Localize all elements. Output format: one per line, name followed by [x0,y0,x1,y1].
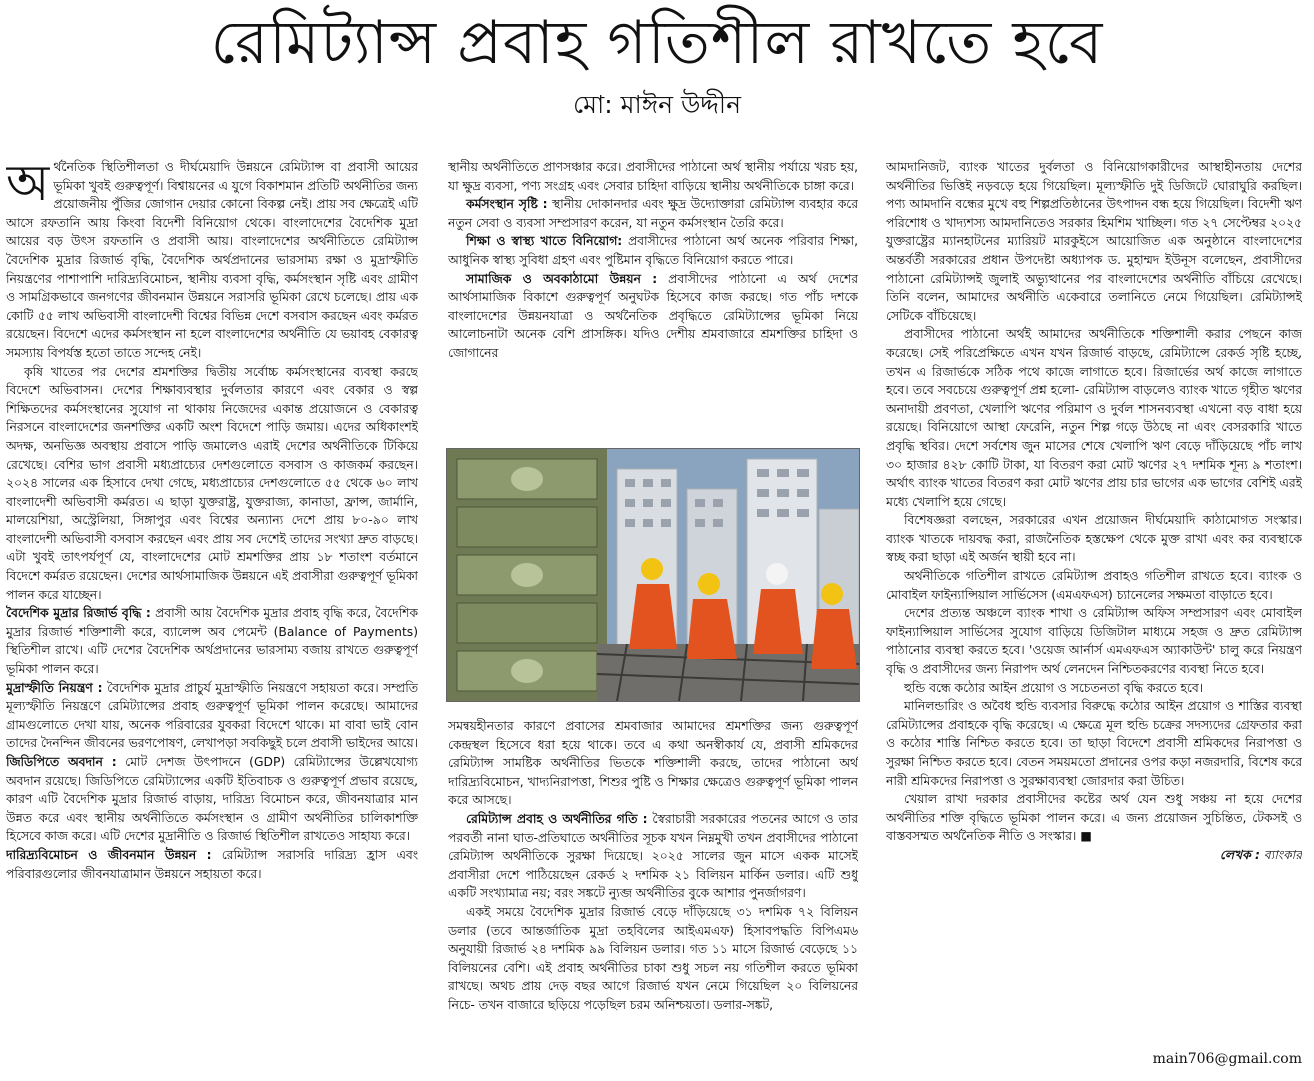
subheading: বৈদেশিক মুদ্রার রিজার্ভ বৃদ্ধি : [6,606,151,621]
paragraph: হুন্ডি বন্ধে কঠোর আইন প্রয়োগ ও সচেতনতা বৃদ্ধি করতে হবে। [904,680,1204,695]
author-label: লেখক : [1219,847,1260,862]
paragraph [6,679,418,753]
subheading: রেমিট্যান্স প্রবাহ ও অর্থনীতির গতি : [466,811,648,826]
paragraph-text: বৈদেশিক মুদ্রার প্রাচুর্য মুদ্রাস্ফীতি নিয়ন্ত্রণে সহায়তা করে। সম্প্রতি মূল্যস্ফীতি নিয়ন্ত্রণে রেমিট্যান্সের প্রবাহ গুরুত্বপূর্ণ ভূমিকা পালন করেছে। আমাদের গ্রামগুলোতে দেখা যায়, অনেক পরিবারের যুবকরা বিদেশে থাকে। মা বাবা ভাই বোন তাদের দৈনন্দিন জীবনের ভরণপোষণ, লেখাপড়া সবকিছুই চলে প্রবাসী ভাইদের আয়ে। [6,680,418,751]
author-signature [886,846,1302,865]
paragraph [448,810,858,903]
paragraph [448,270,858,363]
photo-illustration [447,449,859,701]
paragraph [886,790,1302,846]
article-column-2-top [448,158,858,458]
subheading: দারিদ্র্যবিমোচন ও জীবনমান উন্নয়ন : [6,847,212,862]
paragraph: প্রবাসীদের পাঠানো অর্থই আমাদের অর্থনীতিকে শক্তিশালী করার পেছনে কাজ করেছে। সেই পরিপ্রেক্ষিতে এখন যখন রিজার্ভ বাড়ছে, রেমিট্যান্সে রেকর্ড সৃষ্টি হচ্ছে, তখন এ রিজার্ভকে সঠিক পথে কাজে লাগাতে হবে। রিজার্ভের অর্থ কাজে লাগাতে হবে। তবে সবচেয়ে গুরুত্বপূর্ণ প্রশ্ন হলো- রেমিট্যান্স বাড়লেও ব্যাংক খাতে গৃহীত ঋণের অনাদায়ী প্রবণতা, খেলাপি ঋণের পরিমাণ ও দুর্বল শাসনব্যবস্থা এখনো বড় বাধা হয়ে রয়েছে। বিনিয়োগে আস্থা ফেরেনি, নতুন শিল্প গড়ে উঠছে না এবং বেসরকারি খাতে প্রবৃদ্ধি স্থবির। দেশে সর্বশেষ জুন মাসের শেষে খেলাপি ঋণ বেড়ে দাঁড়িয়েছে পাঁচ লাখ ৩০ হাজার ৪২৮ কোটি টাকা, যা বিতরণ করা মোট ঋণের ২৭ দশমিক শূন্য ৯ শতাংশ। অর্থাৎ ব্যাংক খাতের বিতরণ করা মোট ঋণের প্রায় চার ভাগের এক ভাগের বেশিই এরই মধ্যে খেলাপি হয়ে গেছে। [886,327,1302,509]
subheading: মুদ্রাস্ফীতি নিয়ন্ত্রণ : [6,680,103,695]
subheading: জিডিপিতে অবদান : [6,755,117,769]
subheading: কর্মসংস্থান সৃষ্টি : [466,197,548,212]
subheading: শিক্ষা ও স্বাস্থ্য খাতে বিনিয়োগ: [466,234,623,249]
paragraph [6,158,418,363]
paragraph-text: স্বৈরাচারী সরকারের পতনের আগে ও তার পরবর্তী নানা ঘাত-প্রতিঘাতে অর্থনীতির সূচক যখন নিম্নমুখী তখন প্রবাসীদের পাঠানো রেমিট্যান্স অর্থনীতিকে সুরক্ষা দিয়েছে। ২০২৫ সালের জুন মাসে একক মাসেই প্রবাসীরা দেশে পাঠিয়েছেন রেকর্ড ২ দশমিক ২১ বিলিয়ন মার্কিন ডলার। এটি শুধু একটি সংখ্যামাত্র নয়; বরং সঙ্কটে ন্যুব্জ অর্থনীতির বুকে আশার পুনর্জাগরণ। [448,811,858,901]
article-column-2-bottom [448,717,858,1067]
subheading: সামাজিক ও অবকাঠামো উন্নয়ন : [466,271,658,286]
paragraph: আমদানিজট, ব্যাংক খাতের দুর্বলতা ও বিনিয়োগকারীদের আস্থাহীনতায় দেশের অর্থনীতির ভিত্তিই নড়বড়ে হয়ে গিয়েছিল। মূল্যস্ফীতি দুই ডিজিটে ঘোরাঘুরি করছিল। পণ্য আমদানি বন্ধের মুখে বহু শিল্পপ্রতিষ্ঠানের উৎপাদন বন্ধ হয়ে গিয়েছিল। বিদেশী ঋণ পরিশোধ ও খাদ্যশস্য আমদানিতেও সরকার হিমশিম খাচ্ছিল। গত ২৭ সেপ্টেম্বর ২০২৫ যুক্তরাষ্ট্রের ম্যানহাটনের ম্যারিয়ট মারকুইসে আয়োজিত এক অনুষ্ঠানে বাংলাদেশের অন্তর্বর্তী সরকারের প্রধান উপদেষ্টা অধ্যাপক ড. মুহাম্মদ ইউনূস বলেছেন, প্রবাসীদের পাঠানো রেমিট্যান্সই জুলাই অভ্যুত্থানের পর বাংলাদেশের অর্থনীতি বাঁচিয়ে রেখেছে। তিনি বলেন, আমাদের অর্থনীতি একেবারে তলানিতে নেমে গিয়েছিল। রেমিট্যান্সই সেটিকে বাঁচিয়েছে। [886,160,1302,323]
paragraph: মানিলন্ডারিং ও অবৈধ হুন্ডি ব্যবসার বিরুদ্ধে কঠোর আইন প্রয়োগ ও শাস্তির ব্যবস্থা রেমিট্যান্সের প্রবাহকে বৃদ্ধি করেছে। এ ক্ষেত্রে মূল হুন্ডি চক্রের সদস্যদের গ্রেফতার করা ও কঠোর শাস্তি নিশ্চিত করতে হবে। তা ছাড়া বিদেশে প্রবাসী শ্রমিকদের নিরাপত্তা ও সুরক্ষা নিশ্চিত করতে হবে। বেতন সময়মতো প্রদানের ওপর কড়া নজরদারি, বিশেষ করে নারী শ্রমিকদের নিরাপত্তা ও সুরক্ষাব্যবস্থা জোরদার করা উচিত। [886,699,1302,788]
headline: রেমিট্যান্স প্রবাহ গতিশীল রাখতে হবে [210,8,1104,78]
paragraph-text: স্থানীয় দোকানদার এবং ক্ষুদ্র উদ্যোক্তারা রেমিট্যান্স ব্যবহার করে নতুন সেবা ও ব্যবসা সম্প্রসারণ করেন, যা নতুন কর্মসংস্থান তৈরি করে। [448,197,858,230]
paragraph: বিশেষজ্ঞরা বলছেন, সরকারের এখন প্রয়োজন দীর্ঘমেয়াদি কাঠামোগত সংস্কার। ব্যাংক খাতকে দায়বদ্ধ করা, রাজনৈতিক হস্তক্ষেপ থেকে মুক্ত রাখা এবং কর ব্যবস্থাকে স্বচ্ছ করা ছাড়া এই অর্জন স্থায়ী হবে না। [886,513,1302,565]
paragraph-text: প্রবাসীদের পাঠানো এ অর্থ দেশের আর্থসামাজিক বিকাশে গুরুত্বপূর্ণ অনুঘটক হিসেবে কাজ করছে। গত পাঁচ দশকে বাংলাদেশের উন্নয়নযাত্রা ও অর্থনৈতিক প্রবৃদ্ধিতে রেমিট্যান্সের ভূমিকা নিয়ে আলোচনাটা অনেক বেশি প্রাসঙ্গিক। যদিও দেশীয় শ্রমবাজারে শ্রমশক্তির চাহিদা ও জোগানের [448,271,858,360]
author-role: ব্যাংকার [1263,847,1302,862]
paragraph-text: রেমিট্যান্স সরাসরি দারিদ্র্য হ্রাস এবং পরিবারগুলোর জীবনযাত্রামান উন্নয়নে সহায়তা করে। [6,847,418,881]
paragraph: একই সময়ে বৈদেশিক মুদ্রার রিজার্ভ বেড়ে দাঁড়িয়েছে ৩১ দশমিক ৭২ বিলিয়ন ডলার (তবে আন্তর্জাতিক মুদ্রা তহবিলের আইএমএফ) হিসাবপদ্ধতি বিপিএম৬ অনুযায়ী রিজার্ভ ২৪ দশমিক ৯৯ বিলিয়ন ডলার। গত ১১ মাসে রিজার্ভ বেড়েছে ১১ বিলিয়নের বেশি। এই প্রবাহ অর্থনীতির চাকা শুধু সচল নয় গতিশীল করতে ভূমিকা রাখছে। অথচ প্রায় দেড় বছর আগে রিজার্ভ যখন নেমে গিয়েছিল ২০ বিলিয়নের নিচে- তখন বাজারে ছড়িয়ে পড়েছিল চরম অনিশ্চয়তা। ডলার-সঙ্কট, [448,904,858,1012]
byline: মো: মাঈন উদ্দীন [572,90,741,119]
paragraph-text: র্থনৈতিক স্থিতিশীলতা ও দীর্ঘমেয়াদি উন্নয়নে রেমিট্যান্স বা প্রবাসী আয়ের ভূমিকা খুবই গুরুত্বপূর্ণ। বিশ্বায়নের এ যুগে বিকাশমান প্রতিটি অর্থনীতির জন্য প্রয়োজনীয় পুঁজির জোগান দেয়ার কোনো বিকল্প নেই। প্রায় সব ক্ষেত্রেই এটি আসে রফতানি আয় কিংবা বিদেশী বিনিয়োগ থেকে। বাংলাদেশের বৈদেশিক মুদ্রা আয়ের বড় উৎস রফতানি ও প্রবাসী আয়। বাংলাদেশের অর্থনীতিতে রেমিট্যান্স বৈদেশিক মুদ্রার রিজার্ভ বৃদ্ধি, বৈদেশিক অর্থপ্রদানের ভারসাম্য রক্ষা ও মুদ্রাস্ফীতি নিয়ন্ত্রণের পাশাপাশি দারিদ্র্যবিমোচন, স্থানীয় ব্যবসা বৃদ্ধি, কর্মসংস্থান সৃষ্টি এবং গ্রামীণ ও সামগ্রিকভাবে জনগণের জীবনমান উন্নয়নে সরাসরি ভূমিকা রেখে চলেছে। প্রায় এক কোটি ৫৫ লাখ অভিবাসী বাংলাদেশী বিশ্বের বিভিন্ন দেশে বসবাস করছেন এবং কর্মরত রয়েছেন। বিদেশে এদের কর্মসংস্থান না হলে বাংলাদেশের অর্থনীতি যে ভয়াবহ বেকারত্ব সমস্যায় বিপর্যস্ত হতো তাতে সন্দেহ নেই। [6,160,418,360]
paragraph-text: প্রবাসী আয় বৈদেশিক মুদ্রার প্রবাহ বৃদ্ধি করে, বৈদেশিক মুদ্রার রিজার্ভ শক্তিশালী করে, ব্যালেন্স অব পেমেন্ট (Balance of Payments) স্থিতিশীল রাখে। এটি দেশের বৈদেশিক অর্থপ্রদানের ভারসাম্য বজায় রাখতে গুরুত্বপূর্ণ ভূমিকা পালন করে। [6,606,418,677]
drop-cap: অ [6,158,50,212]
paragraph [6,604,418,678]
article-column-1 [6,158,418,1068]
paragraph [448,195,858,232]
author-email: main706@gmail.com [1149,1049,1302,1069]
construction-workers-money-photo [446,448,860,702]
paragraph: স্থানীয় অর্থনীতিতে প্রাণসঞ্চার করে। প্রবাসীদের পাঠানো অর্থ স্থানীয় পর্যায়ে খরচ হয়, যা ক্ষুদ্র ব্যবসা, পণ্য সংগ্রহ এবং সেবার চাহিদা বাড়িয়ে স্থানীয় অর্থনীতিকে চাঙ্গা করে। [448,160,858,193]
money-stack [447,449,607,701]
paragraph: অর্থনীতিকে গতিশীল রাখতে রেমিট্যান্স প্রবাহও গতিশীল রাখতে হবে। ব্যাংক ও মোবাইল ফাইন্যান্সিয়াল সার্ভিসেস (এমএফএস) চ্যানেলের সক্ষমতা বাড়াতে হবে। [886,569,1302,602]
paragraph: সমন্বয়হীনতার কারণে প্রবাসের শ্রমবাজার আমাদের শ্রমশক্তির জন্য গুরুত্বপূর্ণ কেন্দ্রস্থল হিসেবে ধরা হয়ে থাকে। তবে এ কথা অনস্বীকার্য যে, প্রবাসী শ্রমিকদের রেমিট্যান্স সামষ্টিক অর্থনীতির ভিতকে শক্তিশালী করছে, তাদের পাঠানো অর্থ দারিদ্র্যবিমোচন, খাদ্যনিরাপত্তা, শিশুর পুষ্টি ও শিক্ষার ক্ষেত্রেও গুরুত্বপূর্ণ ভূমিকা পালন করে আসছে। [448,719,858,808]
article-column-3 [886,158,1302,1068]
paragraph [6,753,418,846]
paragraph-text: খেয়াল রাখা দরকার প্রবাসীদের কষ্টের অর্থ যেন শুধু সঞ্চয় না হয়ে দেশের অর্থনীতির শক্তি বৃদ্ধিতে ভূমিকা পালন করে। এ জন্য প্রয়োজন সুচিন্তিত, টেকসই ও বাস্তবসম্মত অর্থনৈতিক নীতি ও সংস্কার। [886,792,1302,844]
paragraph: দেশের প্রত্যন্ত অঞ্চলে ব্যাংক শাখা ও রেমিট্যান্স অফিস সম্প্রসারণ এবং মোবাইল ফাইন্যান্সিয়াল সার্ভিসের সুযোগ বাড়িয়ে ডিজিটাল মাধ্যমে সহজ ও দ্রুত রেমিট্যান্স পাঠানোর ব্যবস্থা করতে হবে। 'ওয়েজ আর্নার্স এমএফএস অ্যাকাউন্ট' চালু করে নিয়ন্ত্রণ বৃদ্ধি ও প্রবাসীদের জন্য নিরাপদ অর্থ লেনদেন নিশ্চিতকরণের ব্যবস্থা নিতে হবে। [886,606,1302,677]
paragraph-text: মোট দেশজ উৎপাদনে (GDP) রেমিট্যান্সের উল্লেখযোগ্য অবদান রয়েছে। জিডিপিতে রেমিট্যান্সের একটি ইতিবাচক ও গুরুত্বপূর্ণ প্রভাব রয়েছে, কারণ এটি বৈদেশিক মুদ্রার রিজার্ভ বাড়ায়, দারিদ্র্য বিমোচন করে, জীবনযাত্রার মান উন্নত করে এবং স্থানীয় অর্থনীতিতে কর্মসংস্থান ও গ্রামীণ অর্থনীতির চালিকাশক্তি হিসেবে কাজ করে। এটি দেশের মুদ্রানীতি ও রিজার্ভ স্থিতিশীল রাখতেও সাহায্য করে। [6,755,418,844]
paragraph [6,846,418,883]
paragraph: কৃষি খাতের পর দেশের শ্রমশক্তির দ্বিতীয় সর্বোচ্চ কর্মসংস্থানের ব্যবস্থা করছে বিদেশে অভিবাসন। দেশের শিক্ষাব্যবস্থার দুর্বলতার কারণে এবং বেকার ও স্বল্প শিক্ষিতদের কর্মসংস্থানের সুযোগ না থাকায় নিজেদের একান্ত প্রয়োজনে ও বেকারত্ব নিরসনে বাংলাদেশের জনশক্তির একটি অংশ বিদেশে পাড়ি জমায়। এদের অধিকাংশই অদক্ষ, অনভিজ্ঞ অবস্থায় প্রবাসে পাড়ি জমালেও এরাই দেশের অর্থনীতিকে টিকিয়ে রেখেছে। বেশির ভাগ প্রবাসী মধ্যপ্রাচ্যের দেশগুলোতে বসবাস ও কাজকর্ম করছেন। ২০২৪ সালের এক হিসাবে দেখা গেছে, মধ্যপ্রাচ্যের দেশগুলোতে ৫৫ থেকে ৬০ লাখ বাংলাদেশী অভিবাসী কর্মরত। এ ছাড়া যুক্তরাষ্ট্র, যুক্তরাজ্য, কানাডা, ফ্রান্স, জার্মানি, মালয়েশিয়া, অস্ট্রেলিয়া, সিঙ্গাপুর এবং বিশ্বের অন্যান্য দেশে প্রায় ৮০-৯০ লাখ বাংলাদেশী অভিবাসী বসবাস করছেন এবং প্রায় সব দেশেই তাদের সংখ্যা দ্রুত বাড়ছে। এটা খুবই তাৎপর্যপূর্ণ যে, বাংলাদেশের মোট শ্রমশক্তির প্রায় ১৮ শতাংশ বর্তমানে বিদেশে কর্মরত রয়েছেন। দেশের আর্থসামাজিক উন্নয়নে এই প্রবাসীরা গুরুত্বপূর্ণ ভূমিকা পালন করে যাচ্ছেন। [6,364,418,602]
paragraph-text: প্রবাসীদের পাঠানো অর্থ অনেক পরিবার শিক্ষা, আধুনিক স্বাস্থ্য সুবিধা গ্রহণ এবং পুষ্টিমান বৃদ্ধিতে বিনিয়োগ করতে পারে। [448,234,858,267]
end-mark: ■ [1080,829,1092,844]
paragraph [448,232,858,269]
